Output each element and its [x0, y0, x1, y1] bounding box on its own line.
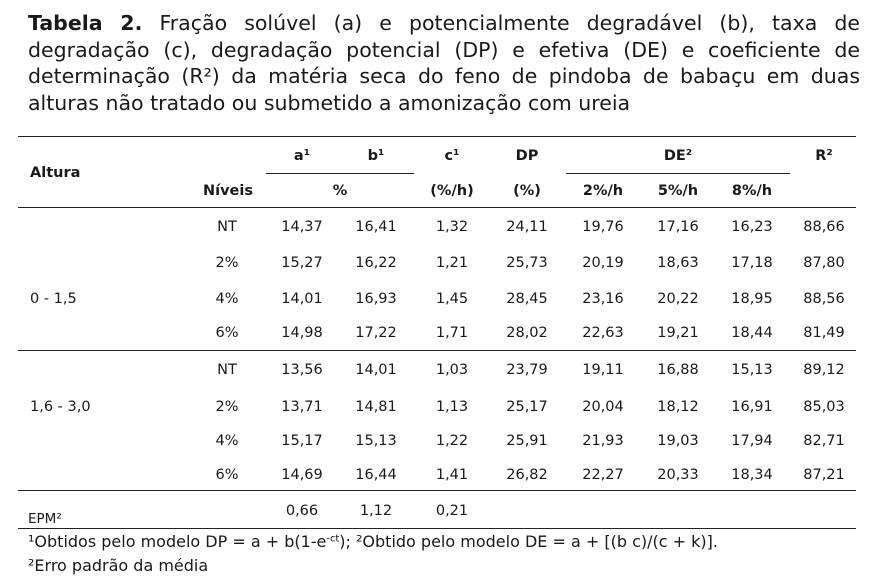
cell-de8: 15,13: [731, 362, 773, 378]
header-de: DE²: [663, 148, 693, 164]
cell-b: 14,81: [355, 399, 397, 415]
cell-dp: 25,17: [506, 399, 548, 415]
cell-c: 1,22: [435, 433, 469, 449]
header-unit-ab: %: [332, 183, 348, 199]
header-unit-c: (%/h): [430, 183, 474, 199]
epm-rule: [18, 490, 856, 491]
cell-a: 14,69: [281, 467, 323, 483]
cell-nivel: 6%: [215, 325, 239, 341]
cell-de8: 17,94: [731, 433, 773, 449]
cell-de2: 20,19: [582, 255, 624, 271]
header-niveis: Níveis: [203, 183, 253, 199]
group-divider-rule: [18, 350, 856, 351]
cell-de2: 19,11: [582, 362, 624, 378]
header-unit-dp: (%): [513, 183, 541, 199]
epm-label: EPM²: [28, 511, 62, 527]
cell-dp: 23,79: [506, 362, 548, 378]
cell-dp: 24,11: [506, 219, 548, 235]
footnote-1: [28, 532, 718, 552]
header-rule-de: [566, 173, 790, 174]
header-c: c¹: [444, 148, 460, 164]
cell-de2: 19,76: [582, 219, 624, 235]
cell-de2: 20,04: [582, 399, 624, 415]
cell-r2: 88,56: [803, 291, 845, 307]
cell-a: 14,01: [281, 291, 323, 307]
header-rule-ab: [266, 173, 414, 174]
cell-dp: 26,82: [506, 467, 548, 483]
cell-de5: 18,12: [657, 399, 699, 415]
cell-b: 16,22: [355, 255, 397, 271]
epm-b: 1,12: [359, 503, 393, 519]
cell-c: 1,03: [435, 362, 469, 378]
header-r2: R²: [815, 148, 833, 164]
cell-b: 16,41: [355, 219, 397, 235]
footnote-2: ²Erro padrão da média: [28, 556, 209, 575]
cell-de2: 23,16: [582, 291, 624, 307]
footnote-1-rest: ); ²Obtido pelo modelo DE = a + [(b c)/(c + k)].: [339, 532, 718, 551]
cell-de8: 16,23: [731, 219, 773, 235]
cell-nivel: 2%: [215, 399, 239, 415]
cell-de2: 22,63: [582, 325, 624, 341]
cell-nivel: NT: [217, 362, 237, 378]
header-altura: Altura: [30, 165, 81, 181]
table-bottom-rule: [18, 528, 856, 529]
cell-c: 1,45: [435, 291, 469, 307]
header-de-2: 2%/h: [582, 183, 624, 199]
cell-r2: 87,80: [803, 255, 845, 271]
cell-nivel: NT: [217, 219, 237, 235]
header-de-5: 5%/h: [657, 183, 699, 199]
cell-de8: 17,18: [731, 255, 773, 271]
cell-b: 16,44: [355, 467, 397, 483]
cell-b: 14,01: [355, 362, 397, 378]
header-b: b¹: [367, 148, 385, 164]
cell-de2: 22,27: [582, 467, 624, 483]
footnote-1-exponent: -ct: [326, 533, 340, 545]
cell-de5: 19,03: [657, 433, 699, 449]
cell-r2: 89,12: [803, 362, 845, 378]
header-a: a¹: [293, 148, 311, 164]
cell-de5: 19,21: [657, 325, 699, 341]
cell-b: 15,13: [355, 433, 397, 449]
cell-nivel: 4%: [215, 433, 239, 449]
cell-de8: 18,34: [731, 467, 773, 483]
cell-de8: 16,91: [731, 399, 773, 415]
cell-a: 15,17: [281, 433, 323, 449]
cell-c: 1,21: [435, 255, 469, 271]
cell-r2: 82,71: [803, 433, 845, 449]
cell-nivel: 6%: [215, 467, 239, 483]
cell-dp: 28,45: [506, 291, 548, 307]
cell-dp: 25,73: [506, 255, 548, 271]
epm-a: 0,66: [285, 503, 319, 519]
cell-de2: 21,93: [582, 433, 624, 449]
cell-nivel: 2%: [215, 255, 239, 271]
cell-a: 13,56: [281, 362, 323, 378]
cell-de5: 20,33: [657, 467, 699, 483]
cell-c: 1,71: [435, 325, 469, 341]
cell-c: 1,41: [435, 467, 469, 483]
caption-text: Fração solúvel (a) e potencialmente degradável (b), taxa de degradação (c), degradação potencial (DP) e efetiva (DE) e coeficiente de determinação (R²) da matéria seca do feno de pindoba de babaçu em duas alturas não tratado ou submetido a amonização com ureia: [28, 11, 860, 115]
cell-a: 14,37: [281, 219, 323, 235]
cell-b: 16,93: [355, 291, 397, 307]
cell-dp: 28,02: [506, 325, 548, 341]
cell-c: 1,32: [435, 219, 469, 235]
cell-r2: 87,21: [803, 467, 845, 483]
group-altura-2: 1,6 - 3,0: [30, 399, 91, 415]
cell-de5: 16,88: [657, 362, 699, 378]
cell-nivel: 4%: [215, 291, 239, 307]
cell-a: 13,71: [281, 399, 323, 415]
epm-c: 0,21: [435, 503, 469, 519]
table-top-rule: [18, 136, 856, 137]
cell-b: 17,22: [355, 325, 397, 341]
footnote-1-prefix: ¹Obtidos pelo modelo DP = a + b(1-e: [28, 532, 327, 551]
cell-r2: 81,49: [803, 325, 845, 341]
cell-a: 15,27: [281, 255, 323, 271]
cell-c: 1,13: [435, 399, 469, 415]
cell-de5: 17,16: [657, 219, 699, 235]
cell-de5: 18,63: [657, 255, 699, 271]
table-caption: [28, 10, 860, 116]
cell-de8: 18,44: [731, 325, 773, 341]
cell-dp: 25,91: [506, 433, 548, 449]
caption-label: Tabela 2.: [28, 11, 143, 35]
cell-de8: 18,95: [731, 291, 773, 307]
cell-r2: 88,66: [803, 219, 845, 235]
header-de-8: 8%/h: [731, 183, 773, 199]
cell-r2: 85,03: [803, 399, 845, 415]
header-dp: DP: [515, 148, 539, 164]
header-bottom-rule: [18, 207, 856, 208]
cell-a: 14,98: [281, 325, 323, 341]
group-altura-1: 0 - 1,5: [30, 291, 77, 307]
cell-de5: 20,22: [657, 291, 699, 307]
